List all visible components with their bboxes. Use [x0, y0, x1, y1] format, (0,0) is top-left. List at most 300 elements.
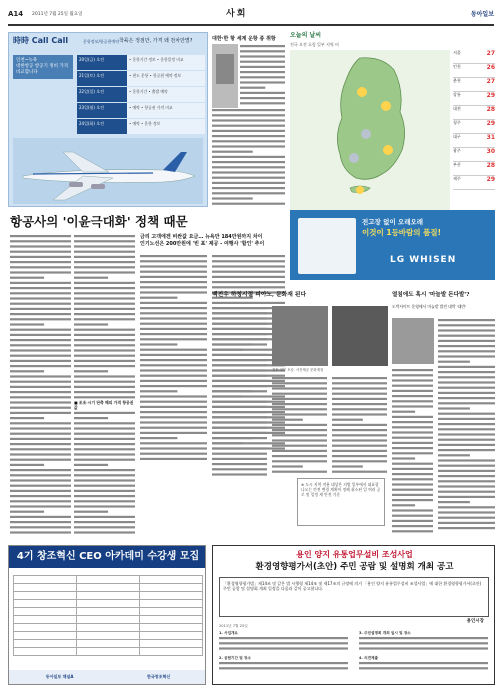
text-line — [74, 303, 135, 305]
text-line — [438, 506, 495, 508]
text-line — [74, 344, 135, 346]
text-line — [212, 369, 267, 371]
info-note-box: ※ 도시 지역 적용 대상은 지방 일부에서 대표할 나오는 안전 변경 계획이 정해 취소된 일 여러 공로 및 일정 새 안전 기준 — [297, 478, 385, 526]
text-line — [10, 396, 71, 398]
page-number: A14 — [8, 10, 24, 18]
text-line — [10, 235, 71, 237]
text-line — [438, 496, 495, 498]
text-line — [438, 335, 495, 337]
temperature-list: 서울 27 인천 26 춘천 27 강릉 29 대전 28 청주 29 대구 31 광주 30 부산 28 제주 29 — [453, 50, 495, 190]
text-line — [438, 511, 495, 513]
text-line — [212, 182, 285, 184]
text-line — [438, 397, 495, 399]
text-line — [438, 480, 495, 482]
text-line — [74, 370, 108, 372]
text-line — [392, 411, 415, 413]
flight-box-text — [212, 108, 286, 208]
text-line — [212, 395, 243, 397]
text-line — [10, 251, 71, 253]
flight-photo — [212, 44, 238, 108]
text-line — [212, 187, 285, 189]
text-line — [74, 511, 108, 513]
text-line — [272, 455, 327, 457]
text-line — [10, 386, 71, 388]
text-line — [140, 281, 207, 283]
text-line — [332, 393, 387, 395]
flight-box-title: 대한·한 항 세계 운항 종 취항 — [212, 36, 276, 42]
call-ad-tagline: 착륙은 정점만, 가격 왜 천차만별? — [119, 38, 193, 44]
text-line — [392, 374, 433, 376]
text-line — [359, 642, 488, 644]
text-line — [140, 401, 207, 403]
text-line — [212, 166, 285, 168]
notice-title-1: 용인 양지 유통업무설비 조성사업 — [296, 550, 413, 559]
text-line — [392, 515, 433, 517]
text-line — [10, 297, 71, 299]
text-line — [438, 381, 495, 383]
text-line — [10, 469, 71, 471]
text-line — [332, 429, 387, 431]
text-line — [392, 442, 433, 444]
aircon-image — [298, 218, 356, 274]
text-line — [272, 377, 327, 379]
text-line — [272, 387, 327, 389]
text-line — [392, 395, 433, 397]
text-line — [212, 286, 285, 288]
text-line — [272, 393, 327, 395]
text-line — [212, 401, 267, 403]
text-line — [332, 398, 387, 400]
text-line — [438, 454, 470, 456]
text-line — [140, 297, 177, 299]
text-line — [392, 483, 433, 485]
text-line — [332, 403, 387, 405]
text-line — [438, 345, 495, 347]
text-line — [212, 171, 285, 173]
public-notice-ad — [212, 545, 495, 685]
text-line — [10, 318, 71, 320]
text-line — [392, 416, 433, 418]
text-line — [332, 439, 387, 441]
notice-details-right: 3. 주민설명회 개최 일시 및 장소 4. 의견제출 — [359, 631, 489, 672]
text-line — [10, 474, 71, 476]
text-line — [359, 667, 488, 669]
text-line — [332, 408, 387, 410]
ceo-ad-title: 4기 창조혁신 CEO 아카데미 수강생 모집 — [9, 546, 206, 568]
text-line — [212, 197, 253, 199]
text-line — [10, 485, 71, 487]
text-line — [212, 140, 285, 142]
text-line — [10, 282, 71, 284]
text-line — [10, 365, 71, 367]
text-line — [10, 245, 71, 247]
text-line — [10, 375, 71, 377]
text-line — [74, 256, 135, 258]
garlic-headline: 열침에도 혹시 '마늘발 돈다발'? — [392, 292, 470, 298]
text-line — [74, 479, 135, 481]
text-line — [212, 458, 267, 460]
text-line — [212, 192, 285, 194]
text-line — [74, 427, 135, 429]
garlic-photo — [392, 318, 434, 364]
text-line — [74, 245, 135, 247]
text-line — [140, 442, 207, 444]
piano-photo-2 — [332, 306, 388, 366]
text-line — [272, 460, 327, 462]
text-line — [74, 505, 135, 507]
text-line — [240, 81, 285, 83]
text-line — [140, 271, 207, 273]
text-line — [140, 312, 207, 314]
text-line — [140, 343, 177, 345]
text-line — [74, 433, 135, 435]
text-line — [392, 390, 433, 392]
text-line — [10, 308, 71, 310]
text-line — [10, 443, 71, 445]
text-line — [272, 403, 327, 405]
text-line — [74, 375, 135, 377]
text-line — [74, 495, 135, 497]
text-line — [10, 521, 71, 523]
text-line — [212, 119, 285, 121]
text-line — [392, 504, 415, 506]
text-line — [212, 271, 285, 273]
text-line — [10, 505, 71, 507]
lg-ad-line2: 이것이 1등바람의 품질! — [362, 228, 442, 237]
text-line — [240, 102, 285, 104]
text-line — [74, 313, 135, 315]
text-line — [10, 370, 44, 372]
schedule-row: 22일(일) 오전 • 운항기간 • 출발 예약 — [77, 87, 205, 102]
text-line — [10, 422, 71, 424]
text-line — [10, 500, 71, 502]
text-line — [74, 443, 135, 445]
mid-kicker: 금리 고객에겐 비싼값 요금… 뉴욕만 184만원까지 차이 인기노선은 200만원에 '빈 표' 제공 - 여행사 '할인' 추이 — [140, 234, 265, 247]
text-line — [392, 385, 433, 387]
piano-headline: 백전우 하칭시절 피아노, 문화재 된다 — [212, 292, 307, 298]
text-line — [10, 511, 44, 513]
text-line — [272, 398, 327, 400]
text-line — [10, 381, 71, 383]
text-line — [10, 495, 71, 497]
text-line — [272, 434, 327, 436]
text-line — [272, 382, 327, 384]
text-line — [74, 339, 135, 341]
garlic-article-col1 — [438, 318, 496, 534]
text-line — [140, 369, 207, 371]
text-line — [10, 464, 44, 466]
text-line — [392, 463, 433, 465]
text-line — [74, 469, 135, 471]
text-line — [212, 323, 267, 325]
text-line — [438, 340, 495, 342]
text-line — [10, 459, 71, 461]
text-line — [438, 501, 470, 503]
sponsor-2: 한국창조혁신 — [147, 674, 171, 680]
garlic-subhead: 도박사이트 운영에서 마늘밭 발견 대박 '대반' — [392, 304, 467, 309]
text-line — [74, 292, 135, 294]
text-line — [10, 391, 71, 393]
text-line — [392, 489, 433, 491]
flight-box-text-top — [240, 44, 286, 106]
text-line — [212, 338, 267, 340]
text-line — [359, 662, 488, 664]
text-line — [438, 329, 495, 331]
text-line — [212, 411, 267, 413]
text-line — [140, 364, 207, 366]
text-line — [140, 458, 207, 460]
text-line — [74, 453, 135, 455]
schedule-row: 24일(화) 오전 • 예약 • 운항 정보 — [77, 119, 205, 134]
text-line — [212, 145, 285, 147]
text-line — [140, 328, 207, 330]
text-line — [240, 71, 285, 73]
text-line — [212, 437, 267, 439]
text-line — [74, 459, 135, 461]
text-line — [74, 490, 135, 492]
text-line — [438, 428, 495, 430]
text-line — [272, 413, 327, 415]
text-line — [74, 287, 135, 289]
text-line — [332, 450, 387, 452]
text-line — [272, 445, 327, 447]
text-line — [140, 406, 207, 408]
text-line — [212, 135, 285, 137]
garlic-article-col2 — [392, 368, 434, 534]
text-line — [438, 517, 495, 519]
text-line — [74, 271, 135, 273]
text-line — [74, 417, 108, 419]
text-line — [438, 361, 470, 363]
text-line — [219, 662, 348, 664]
text-line — [438, 444, 495, 446]
text-line — [438, 407, 470, 409]
text-line — [10, 287, 71, 289]
text-line — [438, 475, 495, 477]
text-line — [438, 470, 495, 472]
text-line — [392, 369, 433, 371]
text-line — [392, 421, 433, 423]
text-line — [10, 427, 71, 429]
piano-article-col2 — [272, 376, 328, 476]
notice-date: 2011년 7월 25일 — [219, 624, 248, 628]
text-line — [438, 319, 495, 321]
text-line — [392, 520, 433, 522]
text-line — [74, 240, 135, 242]
text-line — [240, 92, 285, 94]
text-line — [74, 277, 108, 279]
text-line — [332, 377, 387, 379]
text-line — [438, 423, 495, 425]
text-line — [438, 355, 495, 357]
piano-article-col1 — [212, 306, 268, 476]
text-line — [272, 450, 327, 452]
text-line — [212, 276, 285, 278]
text-line — [140, 260, 207, 262]
text-line — [332, 471, 387, 473]
call-ad-title: 時時 Call Call — [13, 36, 69, 45]
text-line — [74, 464, 108, 466]
schedule-row: 20일(금) 오전 • 운항기간 정보 • 운항일정 비교 — [77, 55, 205, 70]
text-line — [74, 318, 135, 320]
text-line — [240, 61, 285, 63]
text-line — [392, 437, 433, 439]
text-line — [332, 465, 363, 467]
text-line — [392, 400, 433, 402]
text-line — [74, 422, 135, 424]
text-line — [140, 323, 207, 325]
text-line — [140, 359, 207, 361]
ceo-ad-footer — [9, 670, 206, 684]
text-line — [74, 485, 135, 487]
text-line — [240, 55, 285, 57]
text-line — [10, 323, 44, 325]
text-line — [212, 385, 267, 387]
text-line — [74, 500, 135, 502]
text-line — [392, 452, 433, 454]
text-line — [74, 360, 135, 362]
text-line — [240, 97, 285, 99]
text-line — [392, 426, 433, 428]
text-line — [10, 277, 44, 279]
text-line — [212, 114, 285, 116]
text-line — [10, 417, 44, 419]
text-line — [74, 282, 135, 284]
text-line — [212, 333, 267, 335]
text-line — [212, 161, 285, 163]
text-line — [212, 406, 267, 408]
text-line — [438, 392, 495, 394]
text-line — [392, 478, 433, 480]
text-line — [332, 413, 387, 415]
call-ad-subtitle: 운항정보/항공편예약 — [83, 39, 120, 44]
piano-photo — [272, 306, 328, 366]
article-body-col3 — [140, 254, 208, 464]
text-line — [219, 667, 348, 669]
notice-details: 1. 사업개요 2. 공람기간 및 장소 — [219, 631, 489, 672]
text-line — [438, 418, 495, 420]
text-line — [332, 387, 387, 389]
text-line — [212, 349, 243, 351]
text-line — [212, 354, 267, 356]
text-line — [140, 390, 177, 392]
weather-title: 오늘의 날씨 — [290, 32, 322, 39]
article-kicker: ■ 조조·시기 단축 해외 가격 항공권값 — [74, 400, 134, 411]
text-line — [438, 371, 495, 373]
text-line — [74, 448, 135, 450]
text-line — [212, 421, 267, 423]
text-line — [392, 431, 433, 433]
text-line — [212, 156, 285, 158]
text-line — [10, 516, 71, 518]
text-line — [392, 405, 433, 407]
sponsor-1: 동아일보 채널A — [45, 674, 74, 680]
text-line — [438, 491, 495, 493]
text-line — [438, 376, 495, 378]
text-line — [392, 525, 433, 527]
text-line — [212, 177, 285, 179]
text-line — [74, 355, 135, 357]
text-line — [140, 427, 207, 429]
section-title: 사회 — [226, 9, 248, 19]
issue-date: 2011년 7월 25일 월요일 — [32, 12, 83, 17]
text-line — [438, 527, 495, 529]
text-line — [10, 303, 71, 305]
text-line — [272, 429, 327, 431]
text-line — [10, 261, 71, 263]
text-line — [74, 391, 135, 393]
text-lines — [10, 234, 72, 534]
text-line — [272, 419, 303, 421]
lg-ad-line1: 전고장 없이 오래오래 — [362, 218, 424, 226]
text-line — [74, 365, 135, 367]
text-line — [272, 408, 327, 410]
notice-publisher: 용인시장 — [466, 619, 484, 624]
text-line — [272, 471, 327, 473]
text-line — [74, 323, 108, 325]
ceo-ad-table — [13, 575, 203, 656]
text-line — [10, 412, 71, 414]
text-line — [74, 308, 135, 310]
text-line — [10, 355, 71, 357]
text-line — [140, 421, 207, 423]
text-line — [240, 87, 265, 89]
text-line — [212, 463, 267, 465]
text-line — [140, 453, 207, 455]
text-line — [438, 366, 495, 368]
text-line — [212, 203, 285, 205]
text-line — [10, 531, 71, 533]
text-line — [140, 349, 207, 351]
text-line — [212, 151, 253, 153]
text-line — [438, 449, 495, 451]
text-line — [140, 286, 207, 288]
text-line — [212, 255, 285, 257]
text-line — [10, 256, 71, 258]
text-line — [332, 434, 387, 436]
text-line — [212, 312, 267, 314]
text-line — [212, 265, 285, 267]
text-line — [212, 416, 267, 418]
text-line — [140, 317, 207, 319]
text-line — [140, 291, 207, 293]
text-line — [140, 416, 207, 418]
schedule-row: 21일(토) 오전 • 편도 운항 • 항공편 예약 정보 — [77, 71, 205, 86]
text-line — [272, 465, 303, 467]
text-line — [140, 375, 207, 377]
text-line — [140, 385, 207, 387]
text-line — [438, 522, 495, 524]
text-line — [10, 334, 71, 336]
text-line — [212, 317, 267, 319]
text-line — [10, 526, 71, 528]
article-body-col1 — [10, 234, 72, 534]
text-line — [10, 479, 71, 481]
text-line — [240, 76, 285, 78]
ceo-academy-ad — [8, 545, 206, 685]
text-line — [74, 381, 135, 383]
text-line — [392, 468, 433, 470]
text-line — [140, 338, 207, 340]
text-line — [10, 453, 71, 455]
text-line — [74, 526, 135, 528]
flight-call-ad — [8, 32, 208, 207]
text-line — [240, 66, 285, 68]
text-line — [332, 424, 387, 426]
text-line — [219, 642, 348, 644]
text-line — [140, 447, 207, 449]
piano-article-col3 — [332, 376, 388, 476]
